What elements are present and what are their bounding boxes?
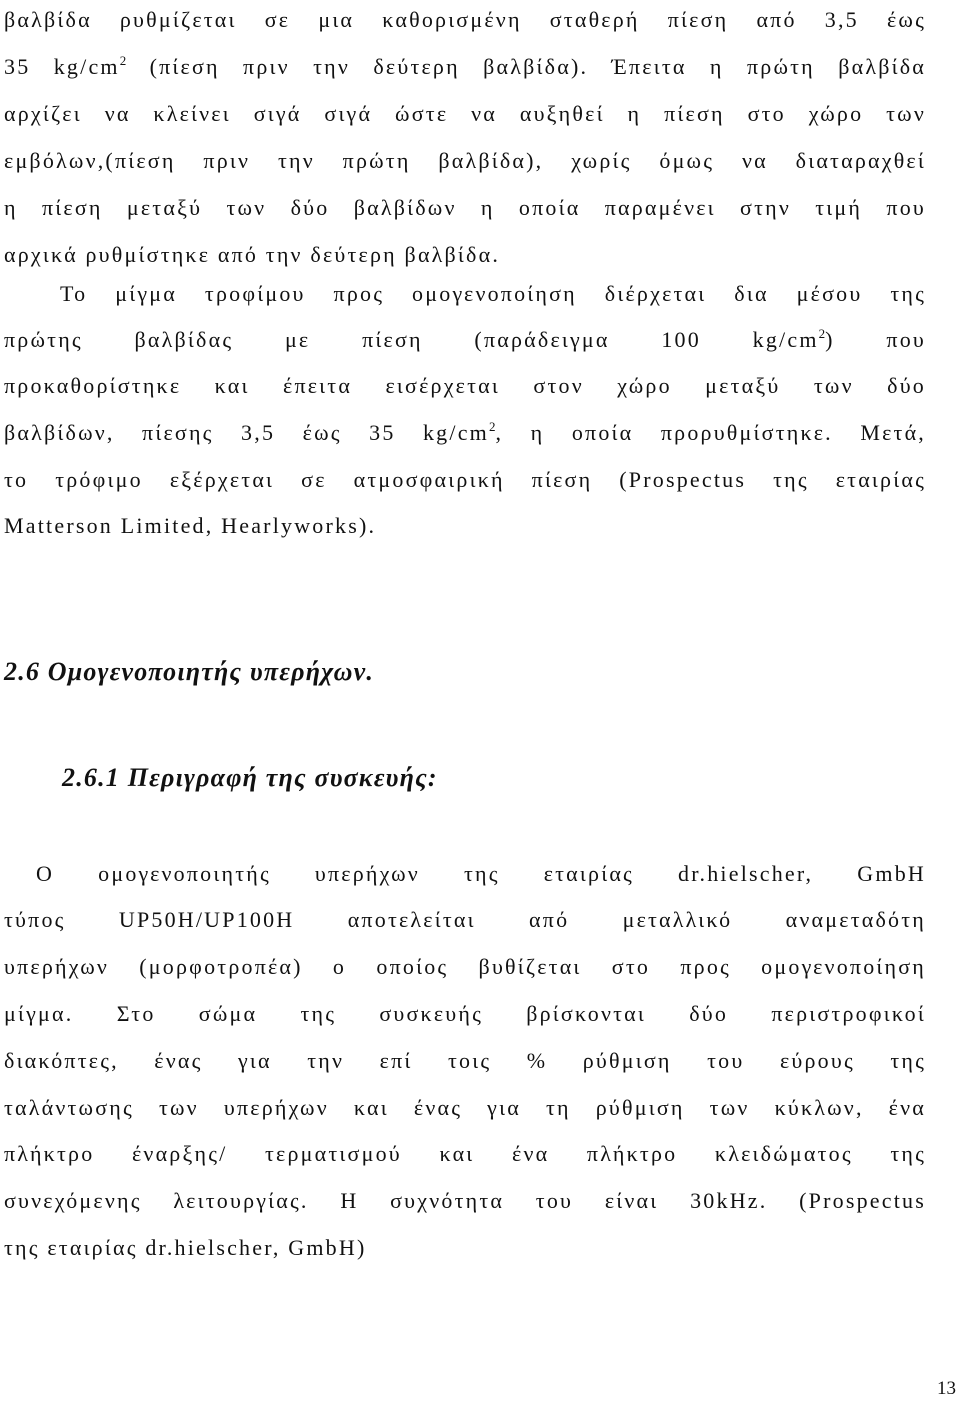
paragraph-line: αρχίζει να κλείνει σιγά σιγά ώστε να αυξηθεί η πίεση στο χώρο των — [4, 101, 926, 126]
subsection-heading: 2.6.1 Περιγραφή της συσκευής: — [62, 763, 438, 792]
text-run: (πίεση πριν την δεύτερη βαλβίδα). Έπειτα η πρώτη βαλβίδα — [126, 54, 926, 79]
text-run: ) που — [825, 327, 926, 352]
superscript: 2 — [818, 326, 826, 341]
paragraph-line: το τρόφιμο εξέρχεται σε ατμοσφαιρική πίεση (Prospectus της εταιρίας — [4, 467, 926, 492]
paragraph-line: βαλβίδα ρυθμίζεται σε μια καθορισμένη σταθερή πίεση από 3,5 έως — [4, 7, 926, 32]
paragraph-line: διακόπτες, ένας για την επί τοις % ρύθμιση του εύρους της — [4, 1048, 926, 1073]
paragraph-line — [4, 413, 926, 453]
text-run: πρώτης βαλβίδας με πίεση (παράδειγμα 100 kg/cm — [4, 327, 819, 352]
paragraph-line: Matterson Limited, Hearlyworks). — [4, 513, 377, 538]
paragraph-line: ταλάντωσης των υπερήχων και ένας για τη ρύθμιση των κύκλων, ένα — [4, 1095, 926, 1120]
section-heading: 2.6 Ομογενοποιητής υπερήχων. — [4, 657, 375, 686]
paragraph-line: Ο ομογενοποιητής υπερήχων της εταιρίας dr.hielscher, GmbH — [36, 861, 926, 886]
text-run: βαλβίδων, πίεσης 3,5 έως 35 kg/cm — [4, 420, 489, 445]
paragraph-line: Το μίγμα τροφίμου προς ομογενοποίηση διέρχεται δια μέσου της — [60, 281, 926, 306]
page-number: 13 — [937, 1378, 956, 1399]
paragraph-line: εμβόλων,(πίεση πριν την πρώτη βαλβίδα), χωρίς όμως να διαταραχθεί — [4, 148, 926, 173]
paragraph-line: η πίεση μεταξύ των δύο βαλβίδων η οποία παραμένει στην τιμή που — [4, 195, 926, 220]
paragraph-line: αρχικά ρυθμίστηκε από την δεύτερη βαλβίδα. — [4, 242, 501, 267]
paragraph-line: μίγμα. Στο σώμα της συσκευής βρίσκονται δύο περιστροφικοί — [4, 1001, 926, 1026]
paragraph-line: συνεχόμενης λειτουργίας. Η συχνότητα του είναι 30kHz. (Prospectus — [4, 1188, 926, 1213]
paragraph-line: τύπος UP50H/UP100H αποτελείται από μεταλλικό αναμεταδότη — [4, 907, 926, 932]
paragraph-line — [4, 320, 926, 360]
text-run: 35 kg/cm — [4, 54, 120, 79]
text-run: , η οποία προρυθμίστηκε. Μετά, — [495, 420, 927, 445]
paragraph-line: υπερήχων (μορφοτροπέα) ο οποίος βυθίζεται στο προς ομογενοποίηση — [4, 954, 926, 979]
paragraph-line: πλήκτρο έναρξης/ τερματισμού και ένα πλήκτρο κλειδώματος της — [4, 1141, 926, 1166]
paragraph-line — [4, 47, 926, 87]
superscript: 2 — [488, 419, 496, 434]
paragraph-line: προκαθορίστηκε και έπειτα εισέρχεται στον χώρο μεταξύ των δύο — [4, 373, 926, 398]
paragraph-line: της εταιρίας dr.hielscher, GmbH) — [4, 1235, 367, 1260]
superscript: 2 — [119, 53, 127, 68]
